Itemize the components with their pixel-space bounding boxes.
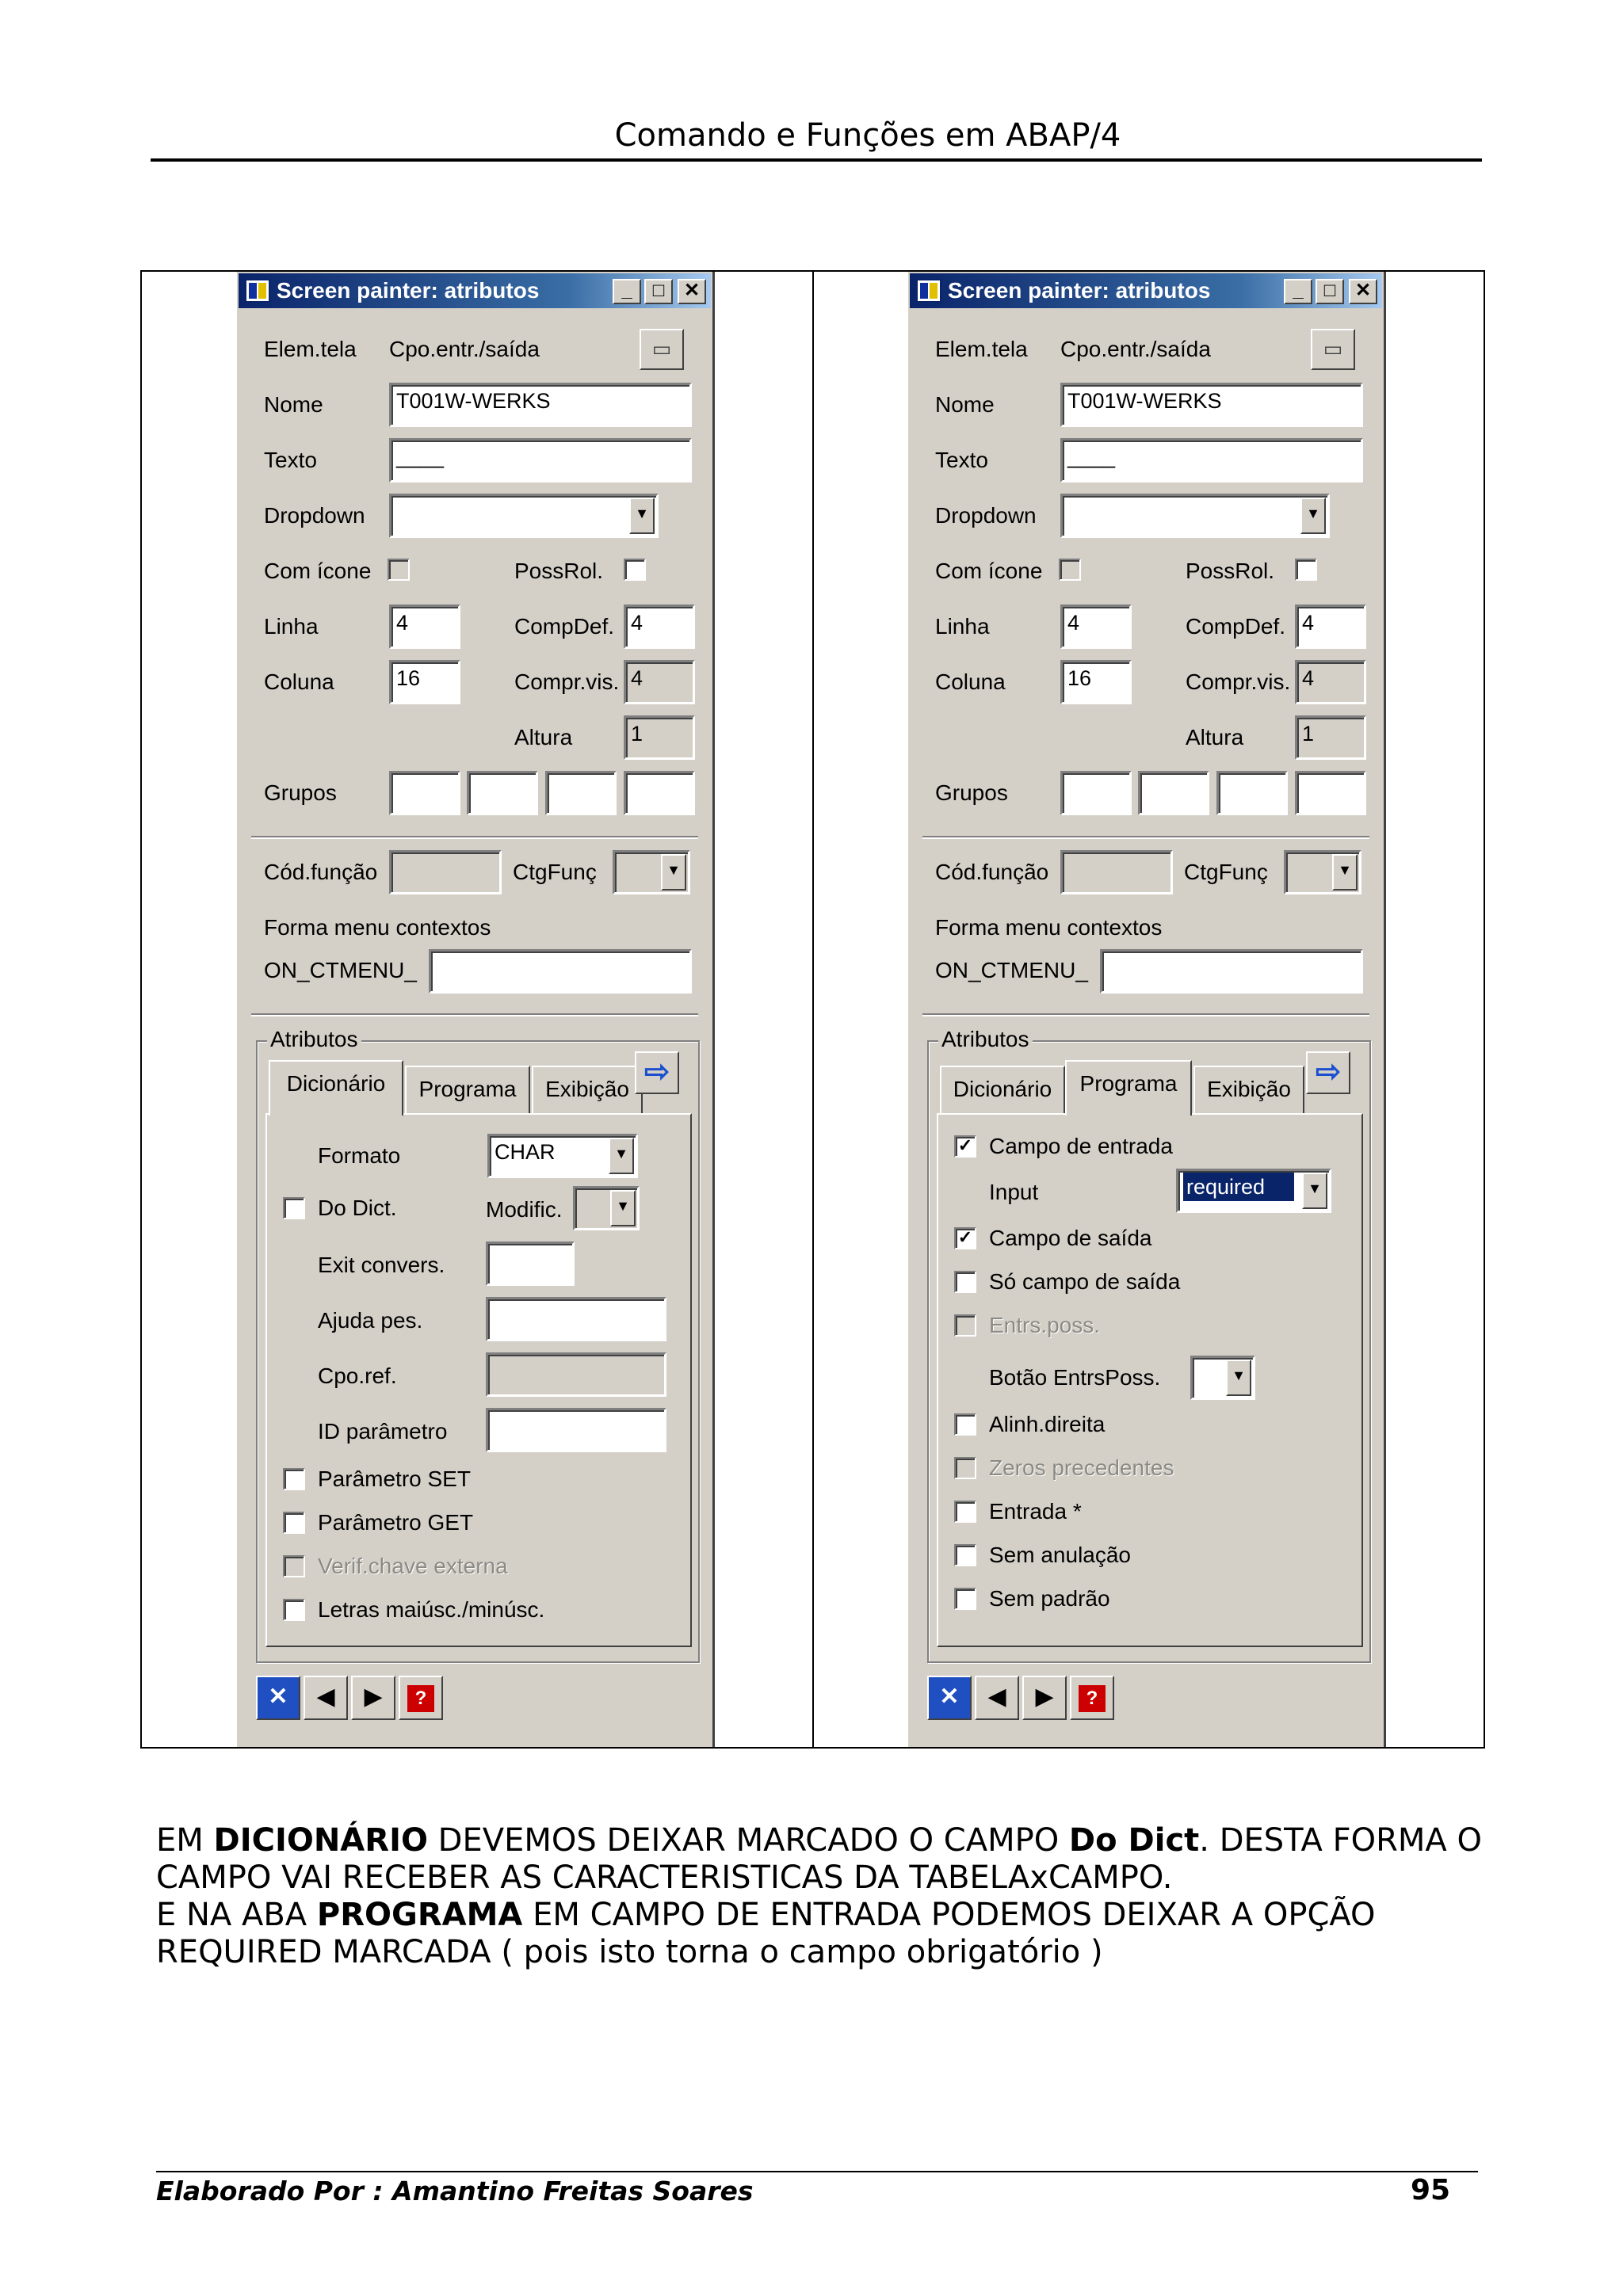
footer-rule bbox=[156, 2171, 1478, 2172]
exit-convers-label: Exit convers. bbox=[318, 1253, 445, 1277]
ajuda-pes-label: Ajuda pes. bbox=[318, 1308, 423, 1333]
modific-label: Modific. bbox=[486, 1197, 563, 1222]
com-icone-checkbox bbox=[388, 559, 410, 581]
screen-painter-window-programa bbox=[907, 272, 1386, 1747]
ctgfunc-select[interactable] bbox=[1284, 850, 1361, 894]
text: E NA ABA bbox=[156, 1897, 317, 1933]
grupo-field-3[interactable] bbox=[1216, 771, 1288, 815]
text: EM bbox=[156, 1822, 214, 1859]
do-dict-checkbox[interactable] bbox=[283, 1197, 305, 1219]
ctgfunc-label: CtgFunç bbox=[513, 860, 597, 884]
possrol-label: PossRol. bbox=[514, 559, 604, 583]
alinh-direita-label: Alinh.direita bbox=[989, 1412, 1106, 1436]
altura-label: Altura bbox=[1186, 725, 1244, 749]
comprvis-field: 4 bbox=[624, 660, 695, 704]
chevron-down-icon[interactable]: ▼ bbox=[661, 854, 686, 891]
header-rule bbox=[151, 158, 1482, 162]
cod-funcao-label: Cód.função bbox=[264, 860, 378, 884]
grupo-field-2[interactable] bbox=[467, 771, 538, 815]
help-icon[interactable]: ? bbox=[1070, 1676, 1114, 1720]
nome-field[interactable]: T001W-WERKS bbox=[1060, 383, 1363, 427]
dropdown-select[interactable] bbox=[389, 494, 659, 538]
sem-padrao-label: Sem padrão bbox=[989, 1586, 1110, 1611]
com-icone-label: Com ícone bbox=[935, 559, 1043, 583]
texto-field[interactable]: ____ bbox=[389, 438, 692, 482]
cod-funcao-field bbox=[1060, 850, 1173, 894]
chevron-down-icon[interactable]: ▼ bbox=[1332, 854, 1358, 891]
compdef-label: CompDef. bbox=[1186, 614, 1286, 639]
close-button[interactable]: ✕ bbox=[1349, 279, 1377, 304]
campo-entrada-label: Campo de entrada bbox=[989, 1134, 1173, 1158]
text-bold: PROGRAMA bbox=[316, 1897, 523, 1933]
text: . DESTA FORMA O bbox=[1199, 1822, 1482, 1859]
ctgfunc-select[interactable] bbox=[613, 850, 690, 894]
verif-chave-label: Verif.chave externa bbox=[318, 1554, 508, 1578]
sem-padrao-checkbox[interactable] bbox=[954, 1588, 976, 1610]
comprvis-field: 4 bbox=[1295, 660, 1366, 704]
tab-exibicao[interactable]: Exibição bbox=[532, 1066, 643, 1113]
altura-label: Altura bbox=[514, 725, 573, 749]
tab-dicionario[interactable]: Dicionário bbox=[940, 1066, 1065, 1113]
coluna-label: Coluna bbox=[935, 669, 1006, 694]
texto-label: Texto bbox=[935, 448, 988, 472]
arrow-right-icon[interactable]: ⇨ bbox=[1306, 1051, 1350, 1094]
chevron-down-icon[interactable]: ▼ bbox=[1302, 1173, 1327, 1209]
grupo-field-1[interactable] bbox=[389, 771, 460, 815]
title-bar[interactable] bbox=[910, 273, 1382, 308]
formato-label: Formato bbox=[318, 1143, 401, 1168]
close-button[interactable]: ✕ bbox=[678, 279, 706, 304]
altura-field: 1 bbox=[624, 715, 695, 760]
compdef-field[interactable]: 4 bbox=[1295, 605, 1366, 649]
footer-author: Elaborado Por : Amantino Freitas Soares bbox=[156, 2176, 754, 2206]
on-ctmenu-field[interactable] bbox=[1100, 949, 1363, 994]
grupo-field-4[interactable] bbox=[624, 771, 695, 815]
nome-field[interactable]: T001W-WERKS bbox=[389, 383, 692, 427]
letras-label: Letras maiúsc./minúsc. bbox=[318, 1597, 545, 1622]
linha-label: Linha bbox=[264, 614, 319, 639]
id-parametro-label: ID parâmetro bbox=[318, 1419, 448, 1444]
verif-chave-checkbox bbox=[283, 1555, 305, 1577]
param-get-label: Parâmetro GET bbox=[318, 1510, 474, 1535]
arrow-left-icon[interactable]: ◀ bbox=[975, 1676, 1019, 1720]
sem-anulacao-label: Sem anulação bbox=[989, 1543, 1132, 1567]
botao-entrsposs-label: Botão EntrsPoss. bbox=[989, 1365, 1161, 1390]
paragraph-line-3 bbox=[156, 1897, 1503, 1934]
on-ctmenu-label: ON_CTMENU_ bbox=[264, 958, 417, 982]
arrow-left-icon[interactable]: ◀ bbox=[304, 1676, 348, 1720]
cod-funcao-field bbox=[389, 850, 502, 894]
param-set-label: Parâmetro SET bbox=[318, 1466, 471, 1491]
formato-select[interactable] bbox=[487, 1134, 638, 1178]
paragraph-line-1 bbox=[156, 1822, 1503, 1859]
dropdown-label: Dropdown bbox=[264, 503, 365, 528]
param-get-checkbox[interactable] bbox=[283, 1512, 305, 1534]
tab-exibicao[interactable]: Exibição bbox=[1193, 1066, 1304, 1113]
element-list-button[interactable]: ▭ bbox=[640, 329, 684, 370]
elem-tela-value: Cpo.entr./saída bbox=[389, 337, 540, 361]
help-icon[interactable]: ? bbox=[399, 1676, 443, 1720]
chevron-down-icon[interactable]: ▼ bbox=[1226, 1360, 1251, 1396]
comprvis-label: Compr.vis. bbox=[514, 669, 620, 694]
chevron-down-icon[interactable]: ▼ bbox=[629, 498, 655, 534]
so-campo-saida-checkbox[interactable] bbox=[954, 1271, 976, 1293]
possrol-checkbox[interactable] bbox=[624, 559, 646, 581]
text: DEVEMOS DEIXAR MARCADO O CAMPO bbox=[427, 1822, 1069, 1859]
text: EM CAMPO DE ENTRADA PODEMOS DEIXAR A OPÇÃO bbox=[522, 1897, 1376, 1933]
figure-divider bbox=[812, 270, 814, 1749]
tab-programa[interactable]: Programa bbox=[405, 1066, 530, 1113]
window-title: Screen painter: atributos bbox=[948, 278, 1211, 303]
maximize-button[interactable]: □ bbox=[644, 279, 673, 304]
separator bbox=[922, 1013, 1369, 1016]
entrada-label: Entrada * bbox=[989, 1499, 1082, 1524]
elem-tela-label: Elem.tela bbox=[264, 337, 357, 361]
title-bar[interactable] bbox=[239, 273, 711, 308]
nome-label: Nome bbox=[935, 392, 995, 417]
chevron-down-icon[interactable]: ▼ bbox=[609, 1138, 634, 1174]
arrow-right-icon[interactable]: ▶ bbox=[351, 1676, 395, 1720]
botao-entrsposs-select[interactable] bbox=[1190, 1356, 1255, 1400]
page-number: 95 bbox=[1411, 2174, 1451, 2206]
paragraph-line-4: REQUIRED MARCADA ( pois isto torna o campo obrigatório ) bbox=[156, 1934, 1103, 1970]
linha-field[interactable]: 4 bbox=[1060, 605, 1132, 649]
dropdown-label: Dropdown bbox=[935, 503, 1037, 528]
linha-field[interactable]: 4 bbox=[389, 605, 460, 649]
app-icon bbox=[916, 279, 941, 303]
input-select[interactable] bbox=[1176, 1169, 1331, 1213]
cpo-ref-field bbox=[486, 1352, 666, 1397]
explanation-paragraph bbox=[156, 1822, 1503, 1971]
entrs-poss-checkbox bbox=[954, 1314, 976, 1337]
nome-label: Nome bbox=[264, 392, 323, 417]
atributos-group-title: Atributos bbox=[938, 1027, 1033, 1052]
sem-anulacao-checkbox[interactable] bbox=[954, 1544, 976, 1566]
on-ctmenu-field[interactable] bbox=[429, 949, 692, 994]
input-label: Input bbox=[989, 1180, 1039, 1204]
ajuda-pes-field[interactable] bbox=[486, 1297, 666, 1341]
element-list-button[interactable]: ▭ bbox=[1311, 329, 1355, 370]
paragraph-line-2: CAMPO VAI RECEBER AS CARACTERISTICAS DA TABELAxCAMPO. bbox=[156, 1859, 1173, 1896]
alinh-direita-checkbox[interactable] bbox=[954, 1413, 976, 1436]
separator bbox=[922, 836, 1369, 839]
close-x-icon[interactable]: ✕ bbox=[256, 1676, 300, 1720]
coluna-label: Coluna bbox=[264, 669, 334, 694]
separator bbox=[251, 836, 698, 839]
grupo-field-2[interactable] bbox=[1138, 771, 1209, 815]
screen-painter-window-dictionary bbox=[235, 272, 715, 1747]
text-bold: Do Dict bbox=[1068, 1822, 1200, 1859]
input-value: required bbox=[1183, 1173, 1294, 1201]
so-campo-saida-label: Só campo de saída bbox=[989, 1269, 1181, 1294]
minimize-button[interactable]: _ bbox=[613, 279, 641, 304]
cpo-ref-label: Cpo.ref. bbox=[318, 1363, 397, 1388]
app-icon bbox=[245, 279, 270, 303]
arrow-right-icon[interactable]: ▶ bbox=[1022, 1676, 1067, 1720]
ctgfunc-label: CtgFunç bbox=[1184, 860, 1268, 884]
com-icone-checkbox bbox=[1059, 559, 1081, 581]
exit-convers-field[interactable] bbox=[486, 1241, 575, 1286]
grupo-field-3[interactable] bbox=[545, 771, 617, 815]
close-x-icon[interactable]: ✕ bbox=[927, 1676, 972, 1720]
texto-label: Texto bbox=[264, 448, 317, 472]
window-title: Screen painter: atributos bbox=[277, 278, 540, 303]
atributos-group-title: Atributos bbox=[267, 1027, 361, 1052]
campo-saida-checkbox[interactable]: ✓ bbox=[954, 1227, 976, 1249]
text-bold: DICIONÁRIO bbox=[213, 1822, 428, 1859]
coluna-field[interactable]: 16 bbox=[1060, 660, 1132, 704]
letras-checkbox[interactable] bbox=[283, 1599, 305, 1621]
possrol-checkbox[interactable] bbox=[1295, 559, 1317, 581]
tab-programa[interactable]: Programa bbox=[1065, 1060, 1192, 1116]
minimize-button[interactable]: _ bbox=[1284, 279, 1312, 304]
grupo-field-4[interactable] bbox=[1295, 771, 1366, 815]
chevron-down-icon[interactable]: ▼ bbox=[610, 1190, 636, 1226]
zeros-precedentes-label: Zeros precedentes bbox=[989, 1455, 1174, 1480]
id-parametro-field[interactable] bbox=[486, 1408, 666, 1452]
possrol-label: PossRol. bbox=[1186, 559, 1275, 583]
zeros-precedentes-checkbox bbox=[954, 1457, 976, 1479]
chevron-down-icon[interactable]: ▼ bbox=[1300, 498, 1326, 534]
formato-value: CHAR bbox=[495, 1140, 556, 1164]
compdef-label: CompDef. bbox=[514, 614, 615, 639]
campo-entrada-checkbox[interactable]: ✓ bbox=[954, 1135, 976, 1158]
elem-tela-label: Elem.tela bbox=[935, 337, 1028, 361]
entrada-checkbox[interactable] bbox=[954, 1501, 976, 1523]
grupos-label: Grupos bbox=[935, 780, 1008, 805]
maximize-button[interactable]: □ bbox=[1316, 279, 1344, 304]
forma-menu-label: Forma menu contextos bbox=[935, 915, 1163, 940]
elem-tela-value: Cpo.entr./saída bbox=[1060, 337, 1211, 361]
forma-menu-label: Forma menu contextos bbox=[264, 915, 491, 940]
tab-dicionario[interactable]: Dicionário bbox=[269, 1060, 403, 1116]
cod-funcao-label: Cód.função bbox=[935, 860, 1049, 884]
linha-label: Linha bbox=[935, 614, 990, 639]
campo-saida-label: Campo de saída bbox=[989, 1226, 1152, 1250]
page-header-title: Comando e Funções em ABAP/4 bbox=[614, 117, 1121, 154]
arrow-right-icon[interactable]: ⇨ bbox=[635, 1051, 679, 1094]
texto-field[interactable]: ____ bbox=[1060, 438, 1363, 482]
com-icone-label: Com ícone bbox=[264, 559, 372, 583]
param-set-checkbox[interactable] bbox=[283, 1468, 305, 1490]
on-ctmenu-label: ON_CTMENU_ bbox=[935, 958, 1088, 982]
coluna-field[interactable]: 16 bbox=[389, 660, 460, 704]
modific-select[interactable] bbox=[573, 1186, 640, 1230]
grupos-label: Grupos bbox=[264, 780, 337, 805]
dropdown-select[interactable] bbox=[1060, 494, 1330, 538]
compdef-field[interactable]: 4 bbox=[624, 605, 695, 649]
grupo-field-1[interactable] bbox=[1060, 771, 1132, 815]
do-dict-label: Do Dict. bbox=[318, 1196, 397, 1220]
separator bbox=[251, 1013, 698, 1016]
comprvis-label: Compr.vis. bbox=[1186, 669, 1291, 694]
entrs-poss-label: Entrs.poss. bbox=[989, 1313, 1101, 1337]
altura-field: 1 bbox=[1295, 715, 1366, 760]
